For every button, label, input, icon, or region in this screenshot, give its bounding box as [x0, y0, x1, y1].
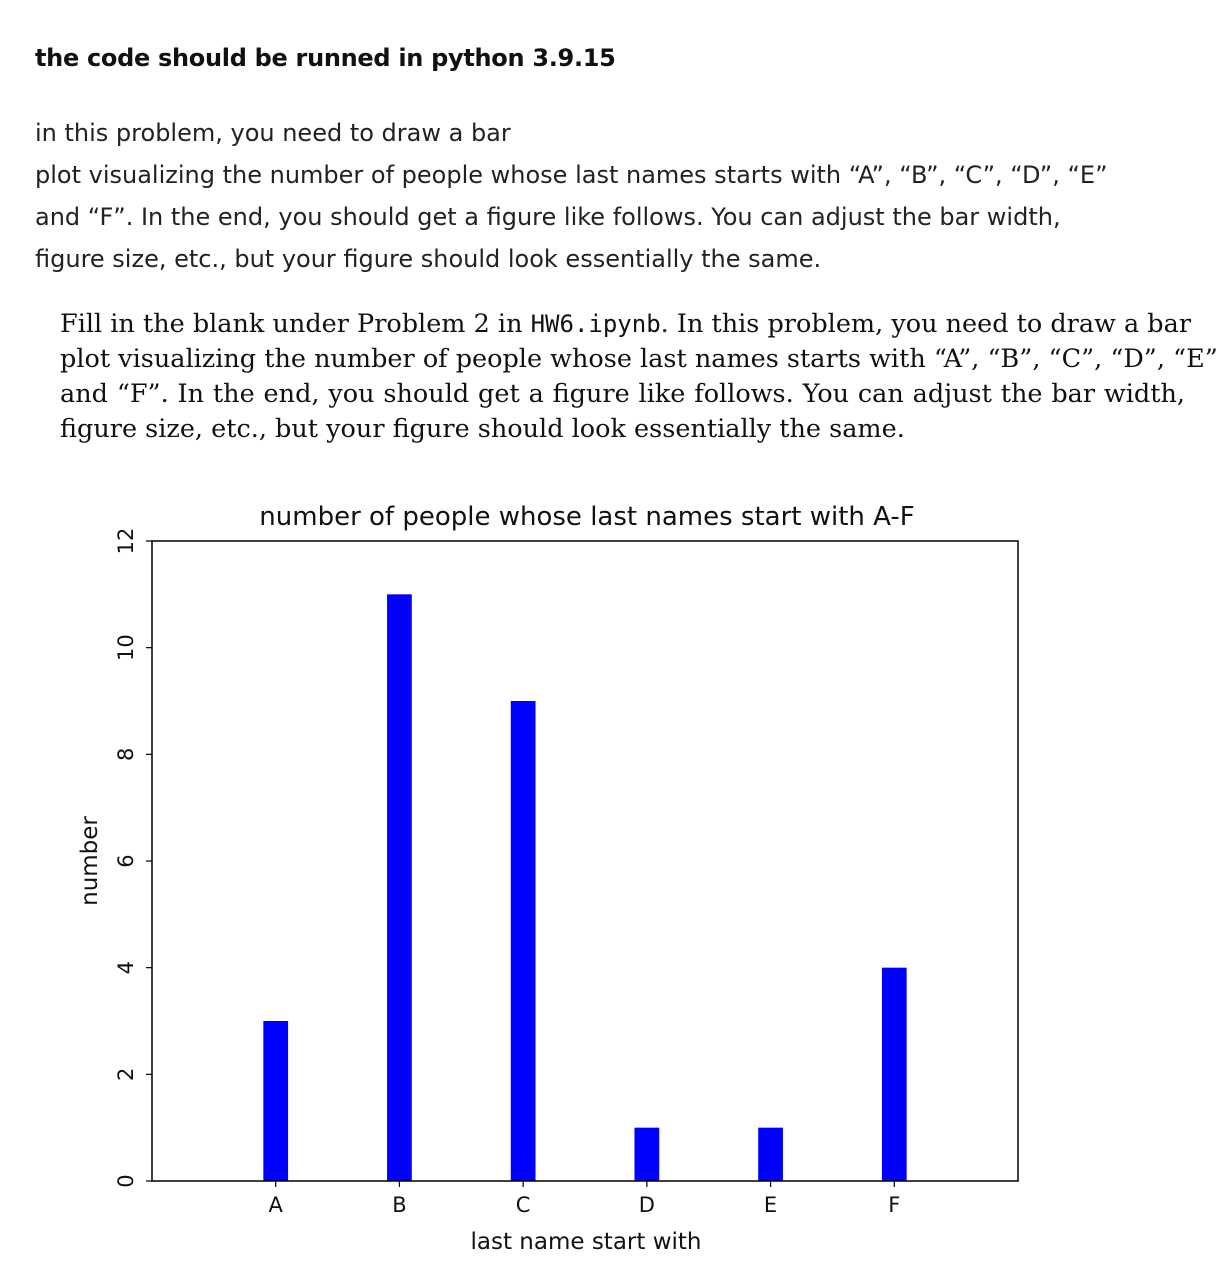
- x-tick-label: E: [763, 1193, 778, 1217]
- excerpt-line: [60, 307, 1192, 342]
- x-tick-label: C: [515, 1193, 531, 1217]
- y-tick-label: 4: [114, 960, 138, 975]
- y-tick-label: 0: [114, 1174, 138, 1188]
- assignment-excerpt: [60, 307, 1218, 447]
- x-tick-label: F: [888, 1193, 901, 1217]
- y-tick-label: 2: [114, 1067, 138, 1082]
- y-tick-label: 10: [114, 634, 138, 662]
- excerpt-line: plot visualizing the number of people whose last names starts with “A”, “B”, “C”, “D”, “E”: [60, 344, 1218, 374]
- bar-a: [263, 1021, 288, 1181]
- y-tick-label: 6: [114, 854, 138, 868]
- x-axis-label: last name start with: [470, 1229, 702, 1255]
- bar-d: [634, 1128, 659, 1181]
- page-heading: the code should be runned in python 3.9.15: [35, 44, 616, 72]
- plot-area: [114, 528, 907, 1217]
- x-tick-label: D: [638, 1193, 655, 1217]
- y-tick-label: 8: [114, 747, 138, 762]
- y-axis-label: number: [77, 816, 103, 906]
- notebook-filename: HW6.ipynb: [530, 310, 661, 338]
- excerpt-line: figure size, etc., but your figure should look essentially the same.: [60, 414, 905, 444]
- x-tick-label: A: [268, 1193, 283, 1217]
- chart-title: number of people whose last names start with A-F: [259, 502, 915, 532]
- bar-chart: [0, 490, 1100, 1265]
- intro-line: and “F”. In the end, you should get a figure like follows. You can adjust the bar width,: [35, 203, 1061, 231]
- bar-b: [387, 594, 412, 1181]
- intro-line: in this problem, you need to draw a bar: [35, 119, 511, 147]
- x-tick-label: B: [392, 1193, 407, 1217]
- bar-e: [758, 1128, 783, 1181]
- bar-c: [511, 701, 536, 1181]
- intro-line: figure size, etc., but your figure should look essentially the same.: [35, 245, 822, 273]
- intro-paragraph: [35, 112, 1185, 280]
- intro-line: plot visualizing the number of people whose last names starts with “A”, “B”, “C”, “D”, “E”: [35, 161, 1108, 189]
- bar-f: [882, 968, 907, 1181]
- excerpt-line: and “F”. In the end, you should get a figure like follows. You can adjust the bar width,: [60, 379, 1185, 409]
- excerpt-text: Fill in the blank under Problem 2 in: [60, 309, 531, 339]
- y-tick-label: 12: [114, 527, 138, 555]
- excerpt-text: . In this problem, you need to draw a bar: [660, 309, 1192, 339]
